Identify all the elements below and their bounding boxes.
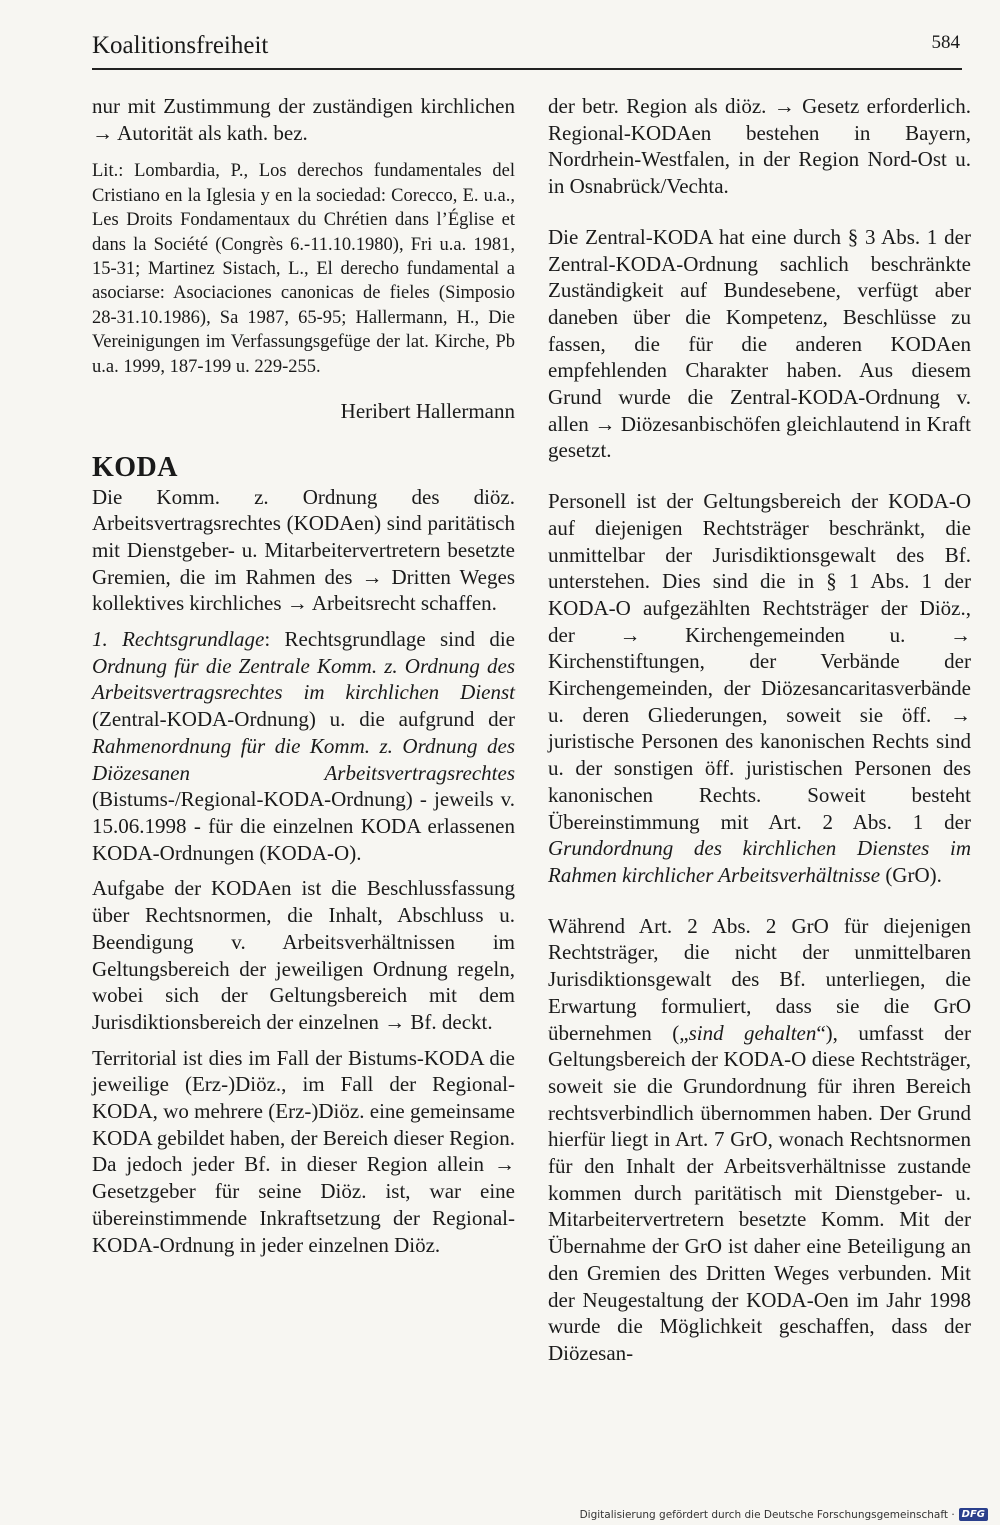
- intro-paragraph: Die Komm. z. Ordnung des diöz. Arbeitsvertragsrechtes (KODAen) sind paritätisch mit Dienstgeber- u. Mitarbeitervertretern besetzte Gremien, die im Rahmen des → Dritten Weges kollektives kirchliches → Arbeitsrecht schaffen.: [92, 484, 515, 616]
- right-column: [548, 93, 971, 1367]
- legal-basis-paragraph: 1. Rechtsgrundlage: Rechtsgrundlage sind die Ordnung für die Zentrale Komm. z. Ordnung des Arbeitsvertragsrechtes im kirchlichen Dienst (Zentral-KODA-Ordnung) u. die aufgrund der Rahmenordnung für die Komm. z. Ordnung des Diözesanen Arbeitsvertragsrechtes (Bistums-/Regional-KODA-Ordnung) - jeweils v. 15.06.1998 - für die einzelnen KODA erlassenen KODA-Ordnungen (KODA-O).: [92, 627, 515, 865]
- scope-extension-paragraph: Während Art. 2 Abs. 2 GrO für diejenigen Rechtsträger, die nicht der unmittelbaren Jurisdiktionsgewalt des Bf. unterliegen, die Erwartung formuliert, dass sie die GrO übernehmen („sind gehalten“), umfasst der Geltungsbereich der KODA-O diese Rechtsträger, soweit sie die Grundordnung für ihren Bereich rechtsverbindlich übernommen haben. Der Grund hierfür liegt in Art. 7 GrO, wonach Rechtsnormen für den Inhalt der Arbeitsverhältnisse zustande kommen durch paritätisch mit Dienstgeber- u. Mitarbeitervertretern besetzte Komm. Mit der Übernahme der GrO ist daher eine Beteiligung an den Gremien des Dritten Weges verbunden. Mit der Neugestaltung der KODA-Oen im Jahr 1998 wurde die Möglichkeit geschaffen, dass der Diözesan-: [548, 913, 971, 1365]
- task-paragraph: Aufgabe der KODAen ist die Beschlussfassung über Rechtsnormen, die Inhalt, Abschluss u. Beendigung v. Arbeitsverhältnissen im Geltungsbereich der jeweiligen Ordnung regeln, wobei sich der Geltungsbereich mit dem Jurisdiktionsbereich der einzelnen → Bf. deckt.: [92, 876, 515, 1034]
- literature-list: Lit.: Lombardia, P., Los derechos fundamentales del Cristiano en la Iglesia y en la sociedad: Corecco, E. u.a., Les Droits Fondamentaux du Chrétien dans l’Église et dans la Société (Congrès 6.-11.10.1980), Fri u.a. 1981, 15-31; Martinez Sistach, L., El derecho fundamental a asociarse: Asociaciones canonicas de fieles (Simposio 28-31.10.1986), Sa 1987, 65-95; Hallermann, H., Die Vereinigungen im Verfassungsgefüge der lat. Kirche, Pb u.a. 1999, 187-199 u. 229-255.: [92, 161, 515, 377]
- section-heading: 1. Rechtsgrundlage: [92, 627, 265, 652]
- digitization-credit: [580, 1508, 988, 1521]
- entry-headword: KODA: [92, 451, 178, 483]
- zentral-koda-paragraph: Die Zentral-KODA hat eine durch § 3 Abs. 1 der Zentral-KODA-Ordnung sachlich beschränkte Zuständigkeit auf Bundesebene, verfügt aber daneben über die Kompetenz, Beschlüsse zu fassen, die für die anderen KODAen empfehlenden Charakter haben. Aus diesem Grund wurde die Zentral-KODA-Ordnung v. allen → Diözesanbischöfen gleichlautend in Kraft gesetzt.: [548, 224, 971, 463]
- left-column: [92, 93, 515, 1258]
- credit-text: Digitalisierung gefördert durch die Deutsche Forschungsgemeinschaft ·: [579, 1508, 955, 1521]
- header-rule: [92, 68, 962, 70]
- continuation-paragraph: nur mit Zustimmung der zuständigen kirchlichen → Autorität als kath. bez.: [92, 94, 515, 145]
- region-paragraph: der betr. Region als diöz. → Gesetz erforderlich. Regional-KODAen bestehen in Bayern, Nordrhein-Westfalen, in der Region Nord-Ost u. in Osnabrück/Vechta.: [548, 94, 971, 199]
- author-signature: Heribert Hallermann: [340, 398, 515, 423]
- dfg-logo: DFG: [959, 1508, 988, 1521]
- page-number: 584: [931, 32, 960, 53]
- personnel-scope-paragraph: Personell ist der Geltungsbereich der KODA-O auf diejenigen Rechtsträger beschränkt, die unmittelbar der Jurisdiktionsgewalt des Bf. unterstehen. Dies sind die in § 1 Abs. 1 der KODA-O aufgezählten Rechtsträger der Diöz., der → Kirchengemeinden u. → Kirchenstiftungen, der Verbände der Kirchengemeinden, der Diözesancaritasverbände u. deren Gliederungen, soweit sie öff. → juristische Personen des kanonischen Rechts sind u. der sonstigen öff. juristischen Personen des kanonischen Rechts. Soweit besteht Übereinstimmung mit Art. 2 Abs. 1 der Grundordnung des kirchlichen Dienstes im Rahmen kirchlicher Arbeitsverhältnisse (GrO).: [548, 489, 971, 887]
- running-title: Koalitionsfreiheit: [92, 32, 269, 59]
- territorial-paragraph: Territorial ist dies im Fall der Bistums-KODA die jeweilige (Erz-)Diöz., im Fall der Regional-KODA, wo mehrere (Erz-)Diöz. eine gemeinsame KODA gebildet haben, der Bereich dieser Region. Da jedoch jeder Bf. in dieser Region allein → Gesetzgeber für seine Diöz. ist, war eine übereinstimmende Inkraftsetzung der Regional-KODA-Ordnung in jeder einzelnen Diöz.: [92, 1045, 515, 1257]
- running-header: [92, 30, 962, 70]
